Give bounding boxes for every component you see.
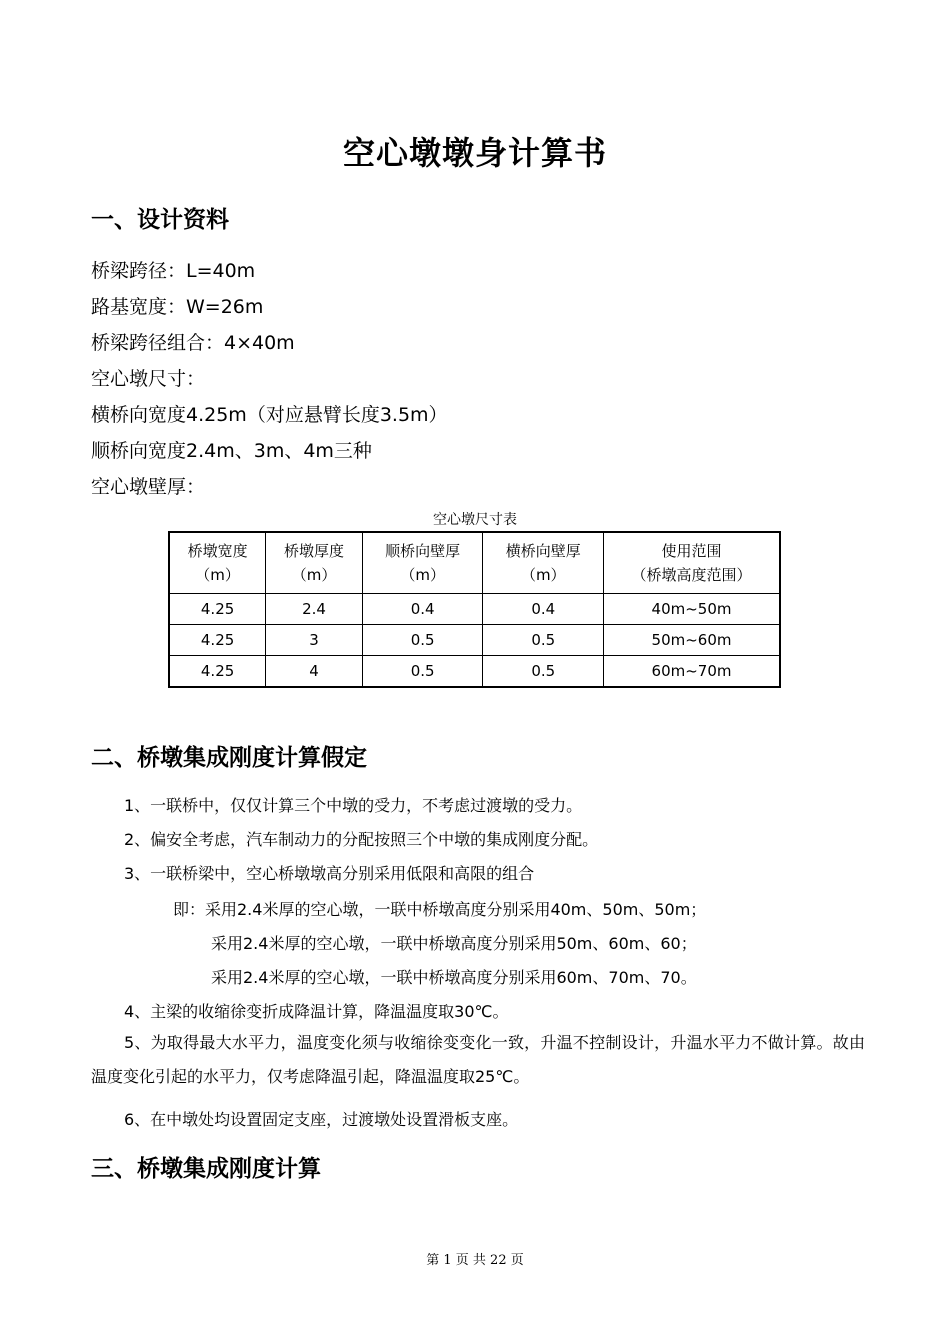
table-cell: 0.4 (362, 594, 483, 625)
table-header-cell: 桥墩宽度 （m） (169, 532, 266, 594)
table-cell: 4.25 (169, 656, 266, 688)
table-header-cell: 桥墩厚度 （m） (266, 532, 363, 594)
table-row (169, 594, 780, 625)
spec-line: 桥梁跨径：L=40m (91, 260, 256, 282)
assumption-item: 1、一联桥中，仅仅计算三个中墩的受力，不考虑过渡墩的受力。 (124, 796, 583, 815)
pier-dimension-table (168, 531, 781, 688)
table-header-cell: 横桥向壁厚 （m） (483, 532, 604, 594)
section-2-heading: 二、桥墩集成刚度计算假定 (91, 745, 367, 771)
table-cell: 0.5 (483, 656, 604, 688)
assumption-item: 4、主梁的收缩徐变折成降温计算，降温温度取30℃。 (124, 1002, 509, 1021)
spec-line: 顺桥向宽度2.4m、3m、4m三种 (91, 440, 372, 462)
spec-line: 空心墩尺寸： (91, 368, 206, 390)
table-cell: 0.5 (362, 625, 483, 656)
assumption-subitem: 即：采用2.4米厚的空心墩，一联中桥墩高度分别采用40m、50m、50m； (173, 900, 707, 919)
table-cell: 0.5 (483, 625, 604, 656)
assumption-item: 2、偏安全考虑，汽车制动力的分配按照三个中墩的集成刚度分配。 (124, 830, 599, 849)
spec-line: 横桥向宽度4.25m（对应悬臂长度3.5m） (91, 404, 448, 426)
table-header-cell: 顺桥向壁厚 （m） (362, 532, 483, 594)
table-cell: 4 (266, 656, 363, 688)
table-cell: 2.4 (266, 594, 363, 625)
section-1-heading: 一、设计资料 (91, 207, 229, 233)
table-cell: 60m~70m (604, 656, 780, 688)
spec-line: 桥梁跨径组合：4×40m (91, 332, 295, 354)
table-cell: 40m~50m (604, 594, 780, 625)
page-title: 空心墩墩身计算书 (342, 134, 607, 172)
assumption-item: 5、为取得最大水平力，温度变化须与收缩徐变变化一致，升温不控制设计，升温水平力不做计算。故由温度变化引起的水平力，仅考虑降温引起，降温温度取25℃。 (91, 1033, 865, 1086)
table-cell: 4.25 (169, 625, 266, 656)
assumption-subitem: 采用2.4米厚的空心墩，一联中桥墩高度分别采用50m、60m、60； (211, 934, 697, 953)
table-cell: 4.25 (169, 594, 266, 625)
section-3-heading: 三、桥墩集成刚度计算 (91, 1156, 321, 1182)
table-cell: 0.4 (483, 594, 604, 625)
page-footer: 第 1 页 共 22 页 (426, 1253, 524, 1268)
table-header-row (169, 532, 780, 594)
table-cell: 0.5 (362, 656, 483, 688)
assumption-subitem: 采用2.4米厚的空心墩，一联中桥墩高度分别采用60m、70m、70。 (211, 968, 697, 987)
table-row (169, 656, 780, 688)
table-cell: 3 (266, 625, 363, 656)
table-cell: 50m~60m (604, 625, 780, 656)
assumption-item: 3、一联桥梁中，空心桥墩墩高分别采用低限和高限的组合 (124, 864, 535, 883)
table-caption: 空心墩尺寸表 (433, 512, 517, 528)
table-row (169, 625, 780, 656)
table-header-cell: 使用范围 （桥墩高度范围） (604, 532, 780, 594)
spec-line: 路基宽度：W=26m (91, 296, 264, 318)
assumption-item: 6、在中墩处均设置固定支座，过渡墩处设置滑板支座。 (124, 1110, 519, 1129)
spec-line: 空心墩壁厚： (91, 476, 206, 498)
